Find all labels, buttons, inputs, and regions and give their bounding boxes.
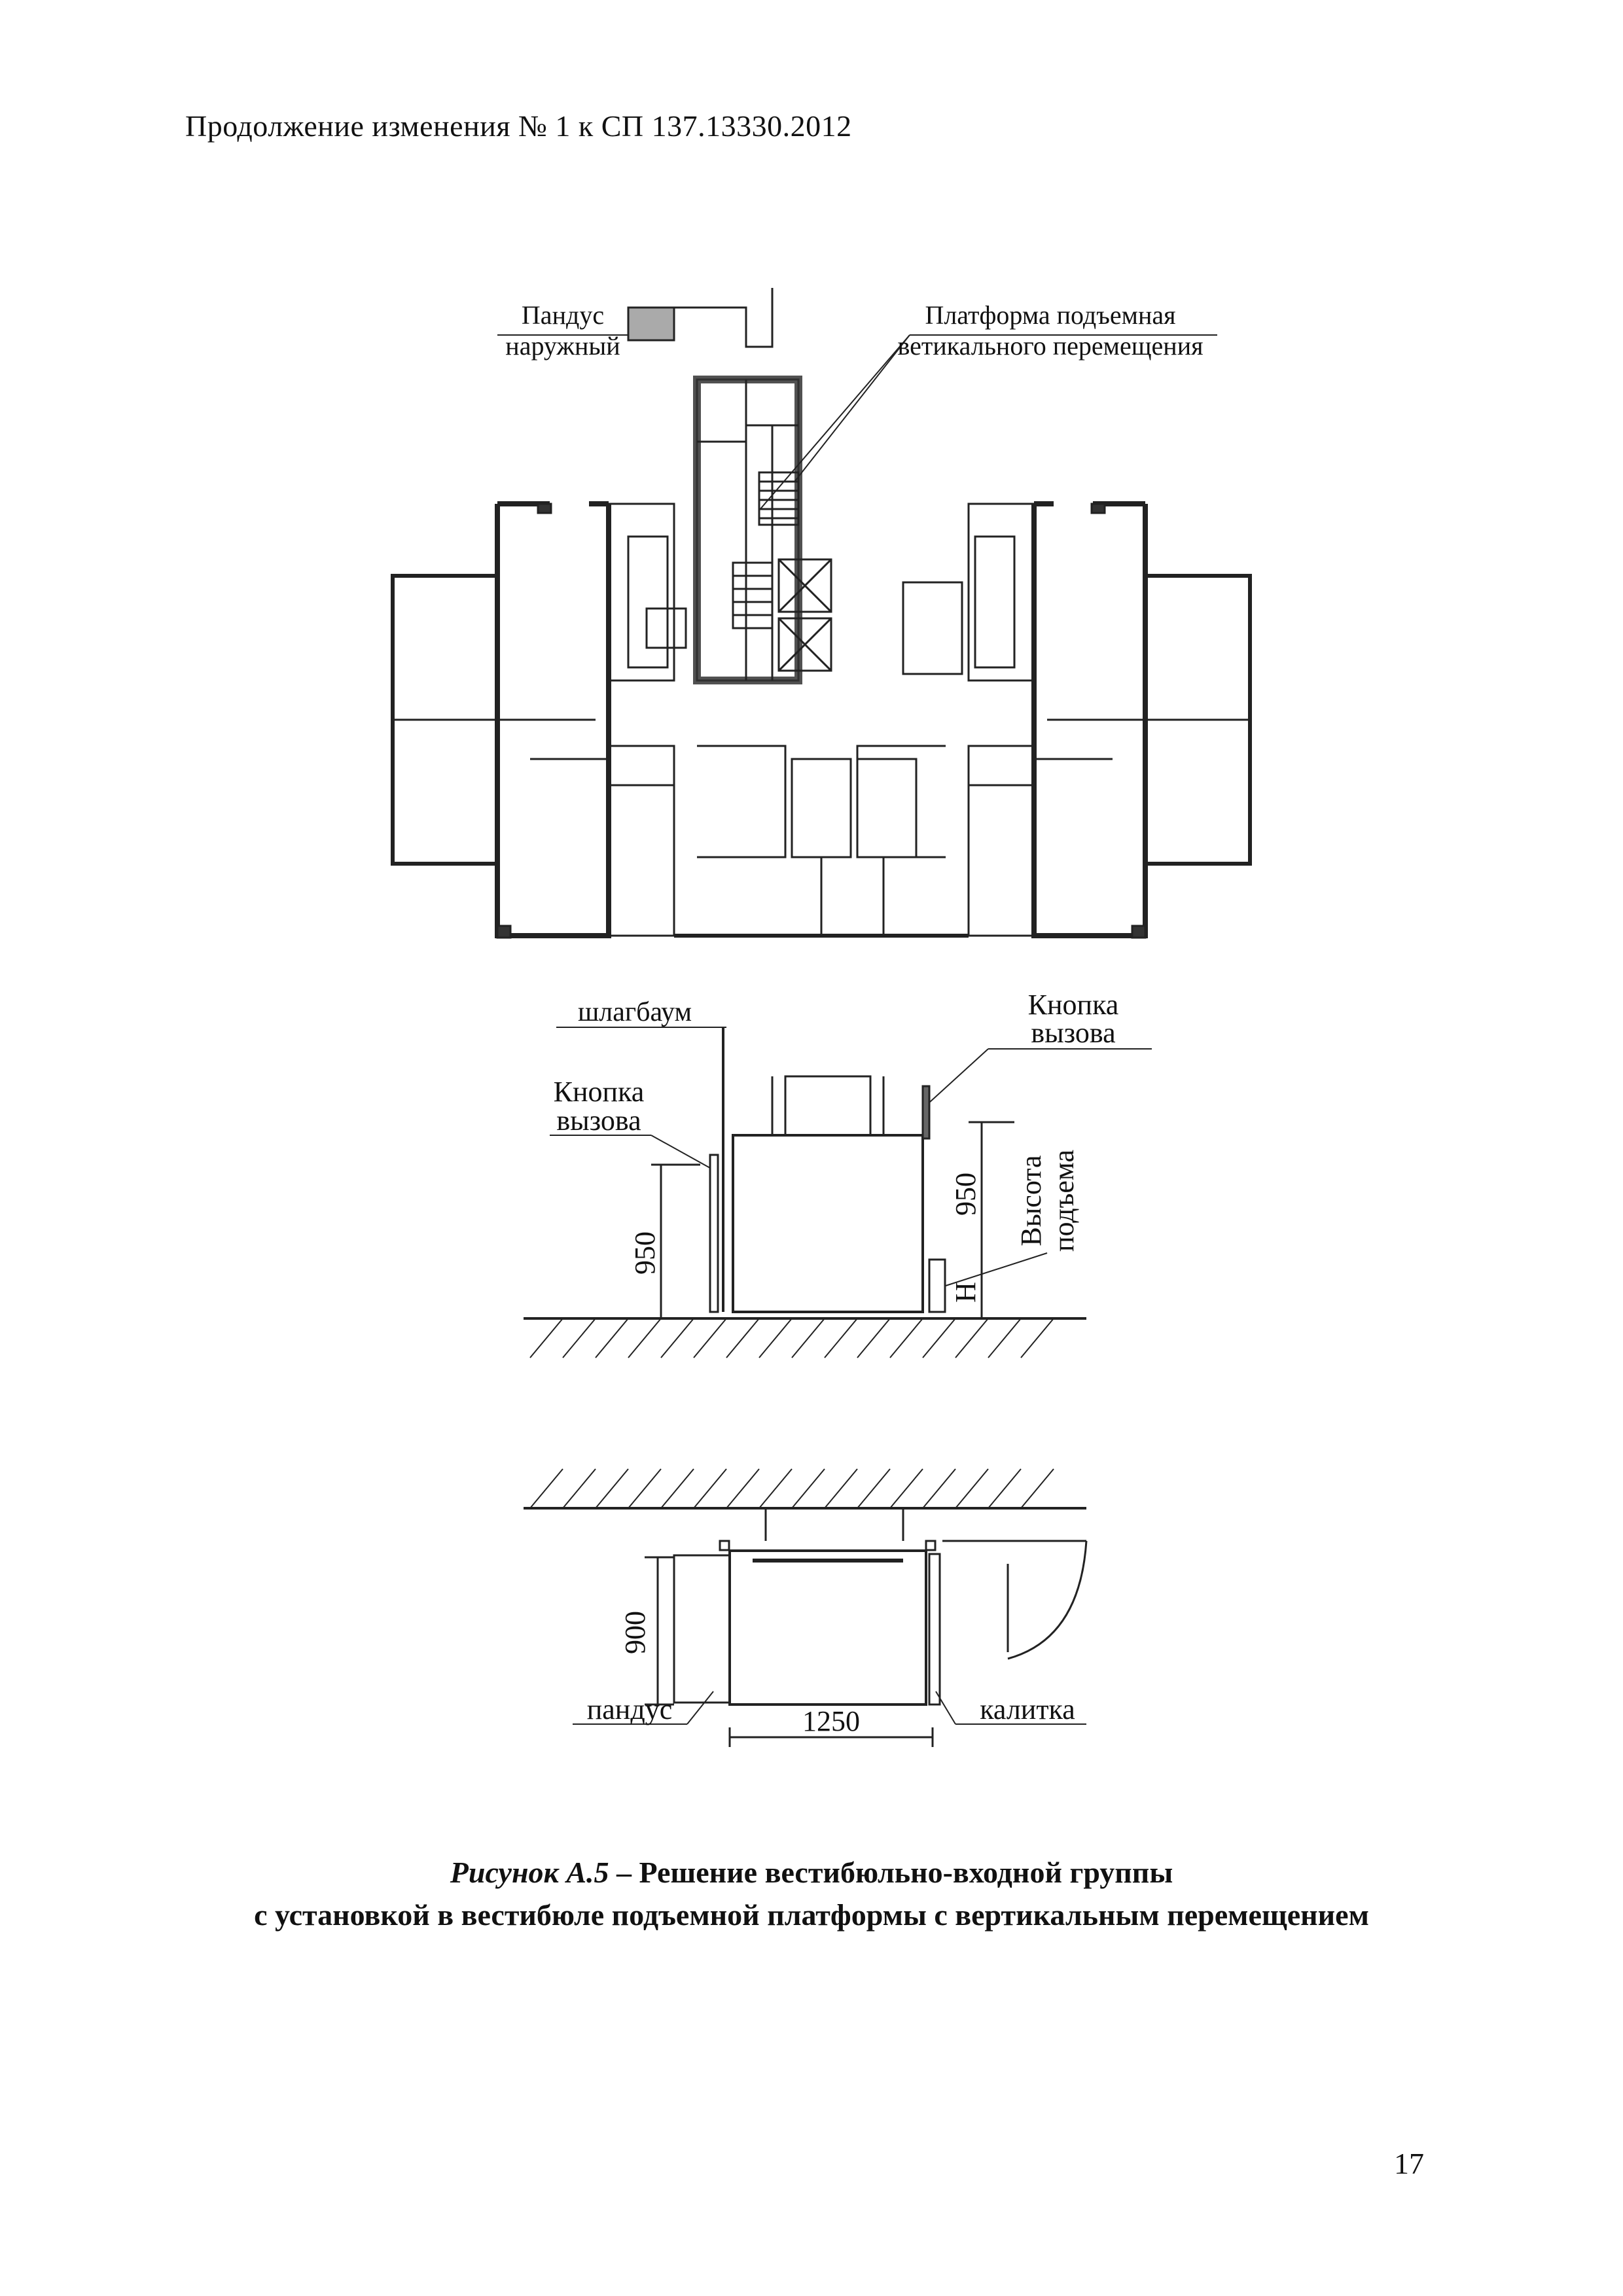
figure-label: Рисунок А.5 (450, 1856, 609, 1889)
floor-plan-drawing (366, 288, 1276, 955)
label-ramp-line1: Пандус (521, 300, 605, 330)
platform-top-view-drawing (510, 1449, 1152, 1790)
label-gate: калитка (980, 1693, 1075, 1725)
platform-elevation-drawing (510, 978, 1152, 1384)
label-lift-height-2: подъема (1048, 1149, 1080, 1252)
label-call-button-left-1: Кнопка (553, 1076, 645, 1108)
label-platform-line2: ветикального перемещения (897, 331, 1204, 361)
dim-left-950: 950 (629, 1231, 661, 1275)
label-call-button-right-1: Кнопка (1027, 989, 1119, 1021)
figure-caption-line2: с установкой в вестибюле подъемной платформы с вертикальным перемещением (254, 1898, 1369, 1932)
running-header: Продолжение изменения № 1 к СП 137.13330.2012 (185, 109, 852, 143)
label-ramp-top: пандус (586, 1693, 673, 1725)
page-number: 17 (1394, 2147, 1424, 2180)
label-platform-line1: Платформа подъемная (925, 300, 1176, 330)
label-call-button-right-2: вызова (1031, 1017, 1116, 1049)
dim-depth-900: 900 (619, 1611, 651, 1654)
label-lift-height-1: Высота (1015, 1155, 1047, 1246)
figure-caption-line1 (0, 1855, 1623, 1890)
label-call-button-left-2: вызова (556, 1104, 641, 1137)
label-ramp-line2: наружный (505, 331, 620, 361)
plan-linework (393, 288, 1250, 938)
dim-right-950: 950 (950, 1173, 982, 1216)
label-barrier: шлагбаум (577, 997, 692, 1027)
dim-h: H (950, 1282, 982, 1303)
dim-width-1250: 1250 (802, 1705, 860, 1737)
figure-caption-text: – Решение вестибюльно-входной группы (609, 1856, 1173, 1889)
